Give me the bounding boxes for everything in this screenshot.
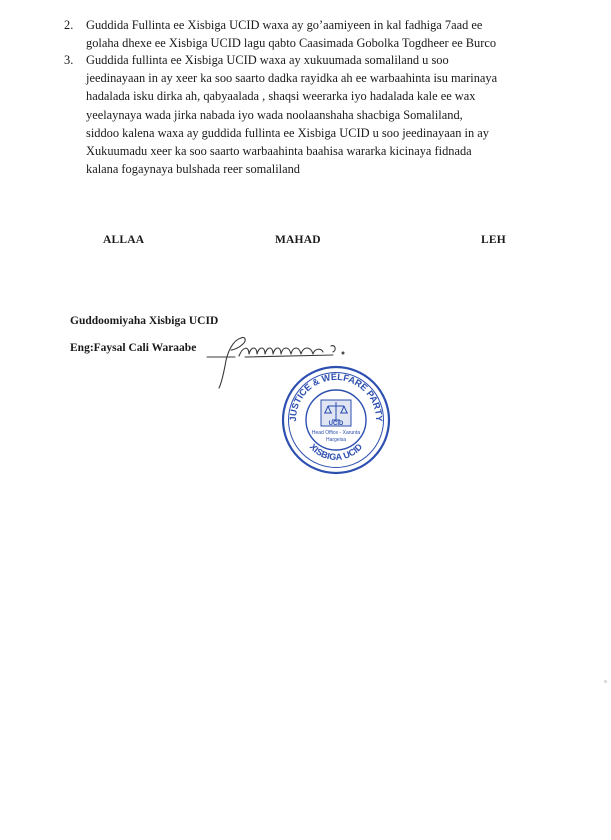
signatory-title: Guddoomiyaha Xisbiga UCID [70, 315, 219, 327]
paragraph-line: Xukuumadu xeer ka soo saarto warbaahinta baahisa wararka kicinaya fidnada [86, 144, 472, 159]
paragraph-line: Guddida Fullinta ee Xisbiga UCID waxa ay go’aamiyeen in kal fadhiga 7aad ee [86, 18, 483, 32]
paragraph-line: hadalada isku dirka ah, qabyaalada , shaqsi weerarka iyo hadalada kale ee wax [86, 89, 476, 104]
stamp-center-text: UCID [328, 421, 344, 427]
paragraph-line: Guddida fullinta ee Xisbiga UCID waxa ay xukuumada somaliland u soo [86, 53, 449, 67]
paragraph-line: kalana fogaynaya bulshada reer somaliland [86, 162, 300, 177]
closing-word-mahad: MAHAD [275, 234, 321, 246]
paragraph-line: siddoo kalena waxa ay guddida fullinta ee Xisbiga UCID u soo jeedinayaan in ay [86, 125, 489, 140]
scan-speck [604, 680, 607, 683]
closing-word-leh: LEH [481, 234, 506, 246]
list-number: 2. [64, 18, 74, 32]
stamp-bottom-text: XISBIGA UCID [307, 441, 365, 463]
list-item-3 [64, 51, 556, 178]
svg-text:XISBIGA UCID [308, 441, 365, 462]
paragraph-line: golaha dhexe ee Xisbiga UCID lagu qabto Caasimada Gobolka Togdheer ee Burco [86, 36, 497, 51]
closing-word-allaa: ALLAA [103, 234, 145, 246]
list-item-2 [64, 16, 556, 52]
stamp-office-line-1: Head Office - Xarunta [311, 430, 361, 436]
paragraph-line: jeedinayaan in ay xeer ka soo saarto dadka rayidka ah ee warbaahinta isu marinaya [86, 71, 498, 86]
paragraph-line: yeelaynaya wada jirka nabada iyo wada noolaanshaha shacbiga Somaliland, [86, 107, 463, 122]
official-stamp [280, 364, 392, 476]
list-number: 3. [64, 53, 74, 67]
stamp-office-line-2: Hargeisa [325, 437, 347, 443]
signatory-name: Eng:Faysal Cali Waraabe [70, 342, 197, 354]
stamp-top-text: JUSTICE & WELFARE PARTY [287, 371, 385, 422]
